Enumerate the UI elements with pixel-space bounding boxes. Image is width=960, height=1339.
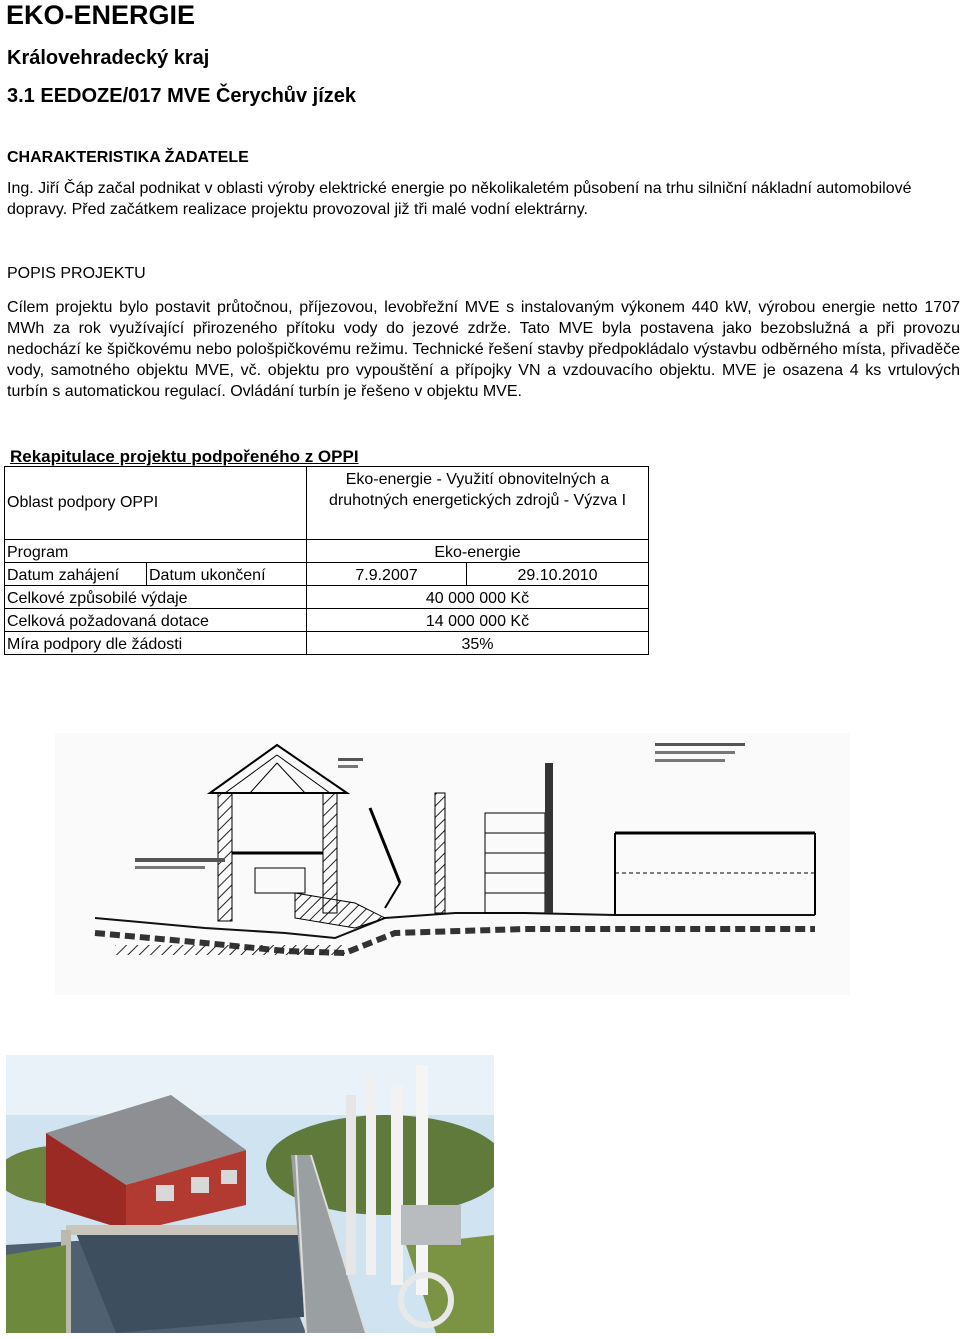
region-heading: Královehradecký kraj <box>7 47 210 69</box>
program-value: Eko-energie <box>307 540 649 563</box>
recap-table <box>4 466 649 655</box>
table-row <box>5 540 649 563</box>
subsidy-label: Celková požadovaná dotace <box>5 609 307 632</box>
start-label: Datum zahájení <box>5 563 147 586</box>
power-plant-photo <box>6 1055 494 1333</box>
rate-value: 35% <box>307 632 649 655</box>
applicant-heading: CHARAKTERISTIKA ŽADATELE <box>7 149 249 166</box>
rate-label: Míra podpory dle žádosti <box>5 632 307 655</box>
table-row <box>5 609 649 632</box>
eligible-value: 40 000 000 Kč <box>307 586 649 609</box>
recap-heading: Rekapitulace projektu podpořeného z OPPI <box>10 447 359 466</box>
end-label: Datum ukončení <box>147 563 307 586</box>
project-paragraph: Cílem projektu bylo postavit průtočnou, příjezovou, levobřežní MVE s instalovaným výkonem 440 kW, výrobou energie netto 1707 MWh za rok využívající přirozeného přítoku vody do jezové zdrže. Tato MVE byla postavena jako bezobslužná a při provozu nedochází ke špičkovému nebo pološpičkovému režimu. Technické řešení stavby předpokládalo výstavbu odběrného místa, přivaděče vody, samotného objektu MVE, vč. objektu pro vypouštění a přípojky VN a vzdouvacího objektu. MVE je osazena 4 ks vrtulových turbín s automatickou regulací. Ovládání turbín je řešeno v objektu MVE. <box>7 299 960 400</box>
area-label: Oblast podpory OPPI <box>5 467 307 540</box>
table-row <box>5 586 649 609</box>
page-title: EKO-ENERGIE <box>6 0 196 30</box>
area-value: Eko-energie - Využití obnovitelných a druhotných energetických zdrojů - Výzva I <box>307 467 649 540</box>
table-row <box>5 467 649 540</box>
project-code-heading: 3.1 EEDOZE/017 MVE Čerychův jízek <box>7 85 357 107</box>
project-heading: POPIS PROJEKTU <box>7 265 146 282</box>
subsidy-value: 14 000 000 Kč <box>307 609 649 632</box>
eligible-label: Celkové způsobilé výdaje <box>5 586 307 609</box>
end-value: 29.10.2010 <box>467 563 649 586</box>
applicant-paragraph: Ing. Jiří Čáp začal podnikat v oblasti výroby elektrické energie po několikaletém působení na trhu silniční nákladní automobilové dopravy. Před začátkem realizace projektu provozoval již tři malé vodní elektrárny. <box>7 180 912 218</box>
table-row <box>5 632 649 655</box>
technical-drawing <box>55 733 850 995</box>
start-value: 7.9.2007 <box>307 563 467 586</box>
program-label: Program <box>5 540 307 563</box>
table-row <box>5 563 649 586</box>
